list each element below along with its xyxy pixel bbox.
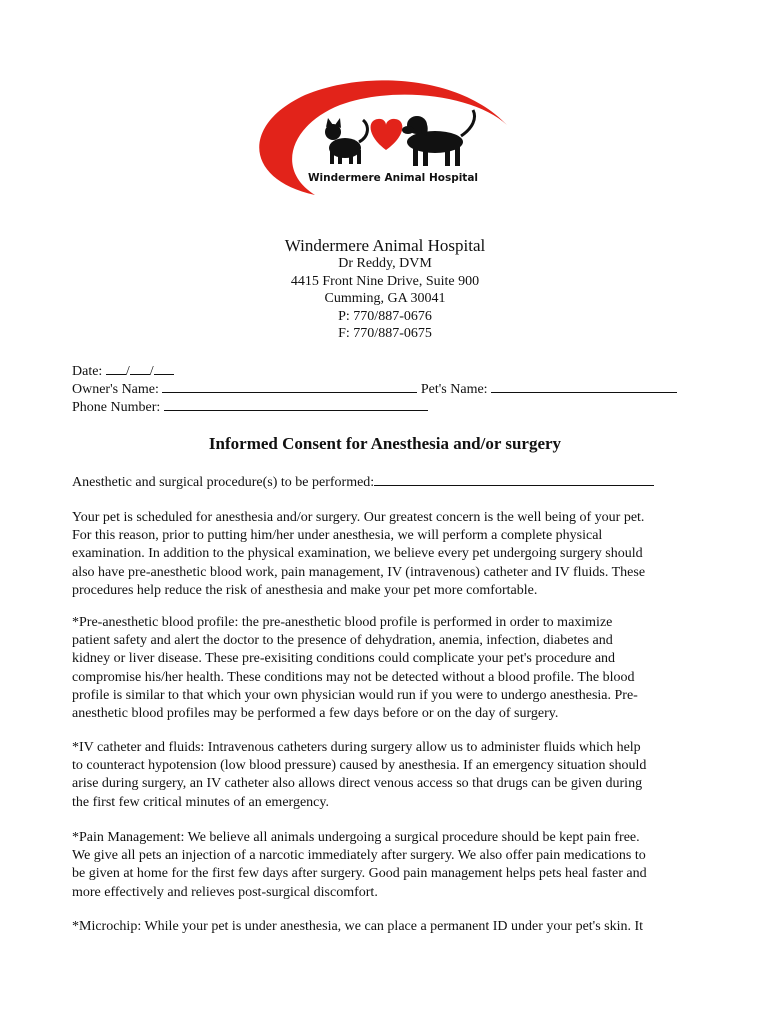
hospital-name: Windermere Animal Hospital (284, 236, 486, 255)
blood-profile-paragraph (72, 614, 700, 723)
intro-paragraph (72, 509, 700, 600)
date-field (72, 362, 174, 381)
owner-name-blank[interactable] (162, 380, 417, 393)
phone-line: P: 770/887-0676 (338, 308, 432, 324)
pet-name-label: Pet's Name: (420, 382, 488, 397)
text-line: We give all pets an injection of a narcotic immediately after surgery. We also offer pain medications to (72, 848, 646, 864)
procedure-field (72, 473, 654, 492)
date-year-blank[interactable] (154, 362, 174, 375)
address-block (0, 255, 770, 343)
procedure-label: Anesthetic and surgical procedure(s) to be performed: (72, 475, 375, 490)
heart-icon (371, 119, 403, 150)
text-line: be given at home for the first few days after surgery. Good pain management helps pets heal faster and (72, 866, 647, 882)
text-line: procedures help reduce the risk of anesthesia and make your pet more comfortable. (72, 582, 538, 598)
phone-field (72, 398, 428, 417)
pain-management-paragraph (72, 829, 700, 902)
owner-pet-row (72, 380, 677, 399)
date-separator: / (149, 364, 154, 379)
procedure-blank[interactable] (374, 473, 654, 486)
doctor-line: Dr Reddy, DVM (338, 256, 432, 271)
text-line: Your pet is scheduled for anesthesia and/or surgery. Our greatest concern is the well being of your pet. (72, 510, 645, 525)
street-line: 4415 Front Nine Drive, Suite 900 (290, 273, 480, 289)
text-line: *Microchip: While your pet is under anesthesia, we can place a permanent ID under your pet's skin. It (72, 919, 644, 934)
hospital-logo (245, 70, 530, 205)
form-title: Informed Consent for Anesthesia and/or surgery (208, 434, 562, 453)
date-day-blank[interactable] (130, 362, 150, 375)
date-label: Date: (72, 364, 103, 379)
text-line: the first few critical minutes of an emergency. (72, 794, 329, 810)
text-line: examination. In addition to the physical examination, we believe every pet undergoing surgery should (72, 546, 643, 562)
text-line: *Pain Management: We believe all animals undergoing a surgical procedure should be kept pain free. (72, 830, 640, 845)
text-line: For this reason, prior to putting him/her under anesthesia, we will perform a complete physical (72, 528, 603, 544)
microchip-paragraph (72, 918, 700, 936)
text-line: anesthetic blood profiles may be performed a few days before or on the day of surgery. (72, 706, 559, 722)
text-line: compromise his/her health. These conditions may not be detected without a blood profile. The blood (72, 669, 635, 685)
city-line: Cumming, GA 30041 (324, 291, 446, 307)
text-line: also have pre-anesthetic blood work, pain management, IV (intravenous) catheter and IV fluids. These (72, 564, 646, 580)
owner-name-label: Owner's Name: (72, 382, 159, 397)
text-line: kidney or liver disease. These pre-exisiting conditions could complicate your pet's procedure and (72, 651, 616, 667)
text-line: to counteract hypotension (low blood pressure) caused by anesthesia. If an emergency situation should (72, 758, 647, 774)
text-line: arise during surgery, an IV catheter also allows direct venous access so that drugs can be given during (72, 776, 643, 792)
dog-icon (402, 110, 475, 166)
pet-name-blank[interactable] (491, 380, 677, 393)
fax-line: F: 770/887-0675 (338, 326, 432, 342)
phone-number-blank[interactable] (164, 398, 428, 411)
date-month-blank[interactable] (106, 362, 126, 375)
phone-number-label: Phone Number: (72, 400, 161, 415)
text-line: *IV catheter and fluids: Intravenous catheters during surgery allow us to administer fluids which help (72, 740, 641, 755)
iv-catheter-paragraph (72, 739, 700, 812)
cat-icon (325, 118, 367, 164)
logo-text: Windermere Animal Hospital (307, 172, 479, 184)
text-line: profile is similar to that which your own physician would run if you were to undergo anesthesia. Pre- (72, 687, 638, 703)
date-separator: / (125, 364, 130, 379)
text-line: more effectively and relieves post-surgical discomfort. (72, 884, 378, 900)
text-line: *Pre-anesthetic blood profile: the pre-anesthetic blood profile is performed in order to maximize (72, 615, 613, 630)
text-line: patient safety and alert the doctor to the presence of dehydration, anemia, infection, diabetes and (72, 633, 613, 649)
